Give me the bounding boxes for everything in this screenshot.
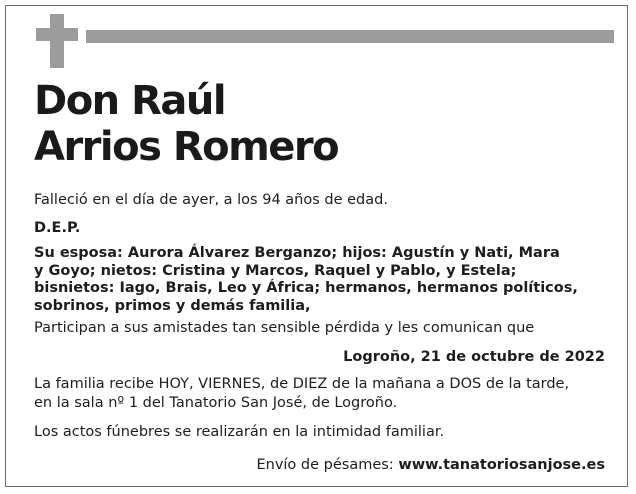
rip-text: D.E.P. xyxy=(34,220,81,236)
wake-info-line-2: en la sala nº 1 del Tanatorio San José, de Logroño. xyxy=(34,395,398,411)
obituary-notice xyxy=(5,5,628,487)
condolences-website[interactable]: www.tanatoriosanjose.es xyxy=(398,457,605,473)
death-statement: Falleció en el día de ayer, a los 94 años de edad. xyxy=(34,192,388,208)
family-line: bisnietos: Iago, Brais, Leo y África; hermanos, hermanos políticos, xyxy=(34,280,578,296)
name-line-2: Arrios Romero xyxy=(34,124,339,170)
deceased-name xyxy=(34,78,338,170)
cross-icon xyxy=(36,14,78,68)
funeral-info: Los actos fúnebres se realizarán en la intimidad familiar. xyxy=(34,424,445,440)
family-line: sobrinos, primos y demás familia, xyxy=(34,297,311,314)
participation-text: Participan a sus amistades tan sensible pérdida y les comunican que xyxy=(34,320,535,336)
family-list xyxy=(34,245,578,315)
header-rule xyxy=(86,30,614,43)
condolences-label: Envío de pésames: xyxy=(256,457,399,473)
wake-info-line-1: La familia recibe HOY, VIERNES, de DIEZ de la mañana a DOS de la tarde, xyxy=(34,376,570,392)
name-line-1: Don Raúl xyxy=(34,78,226,124)
condolences-line xyxy=(256,456,605,474)
family-line: Su esposa: Aurora Álvarez Berganzo; hijos: Agustín y Nati, Mara xyxy=(34,245,560,261)
place-date: Logroño, 21 de octubre de 2022 xyxy=(343,349,605,365)
family-line: y Goyo; nietos: Cristina y Marcos, Raquel y Pablo, y Estela; xyxy=(34,262,517,279)
